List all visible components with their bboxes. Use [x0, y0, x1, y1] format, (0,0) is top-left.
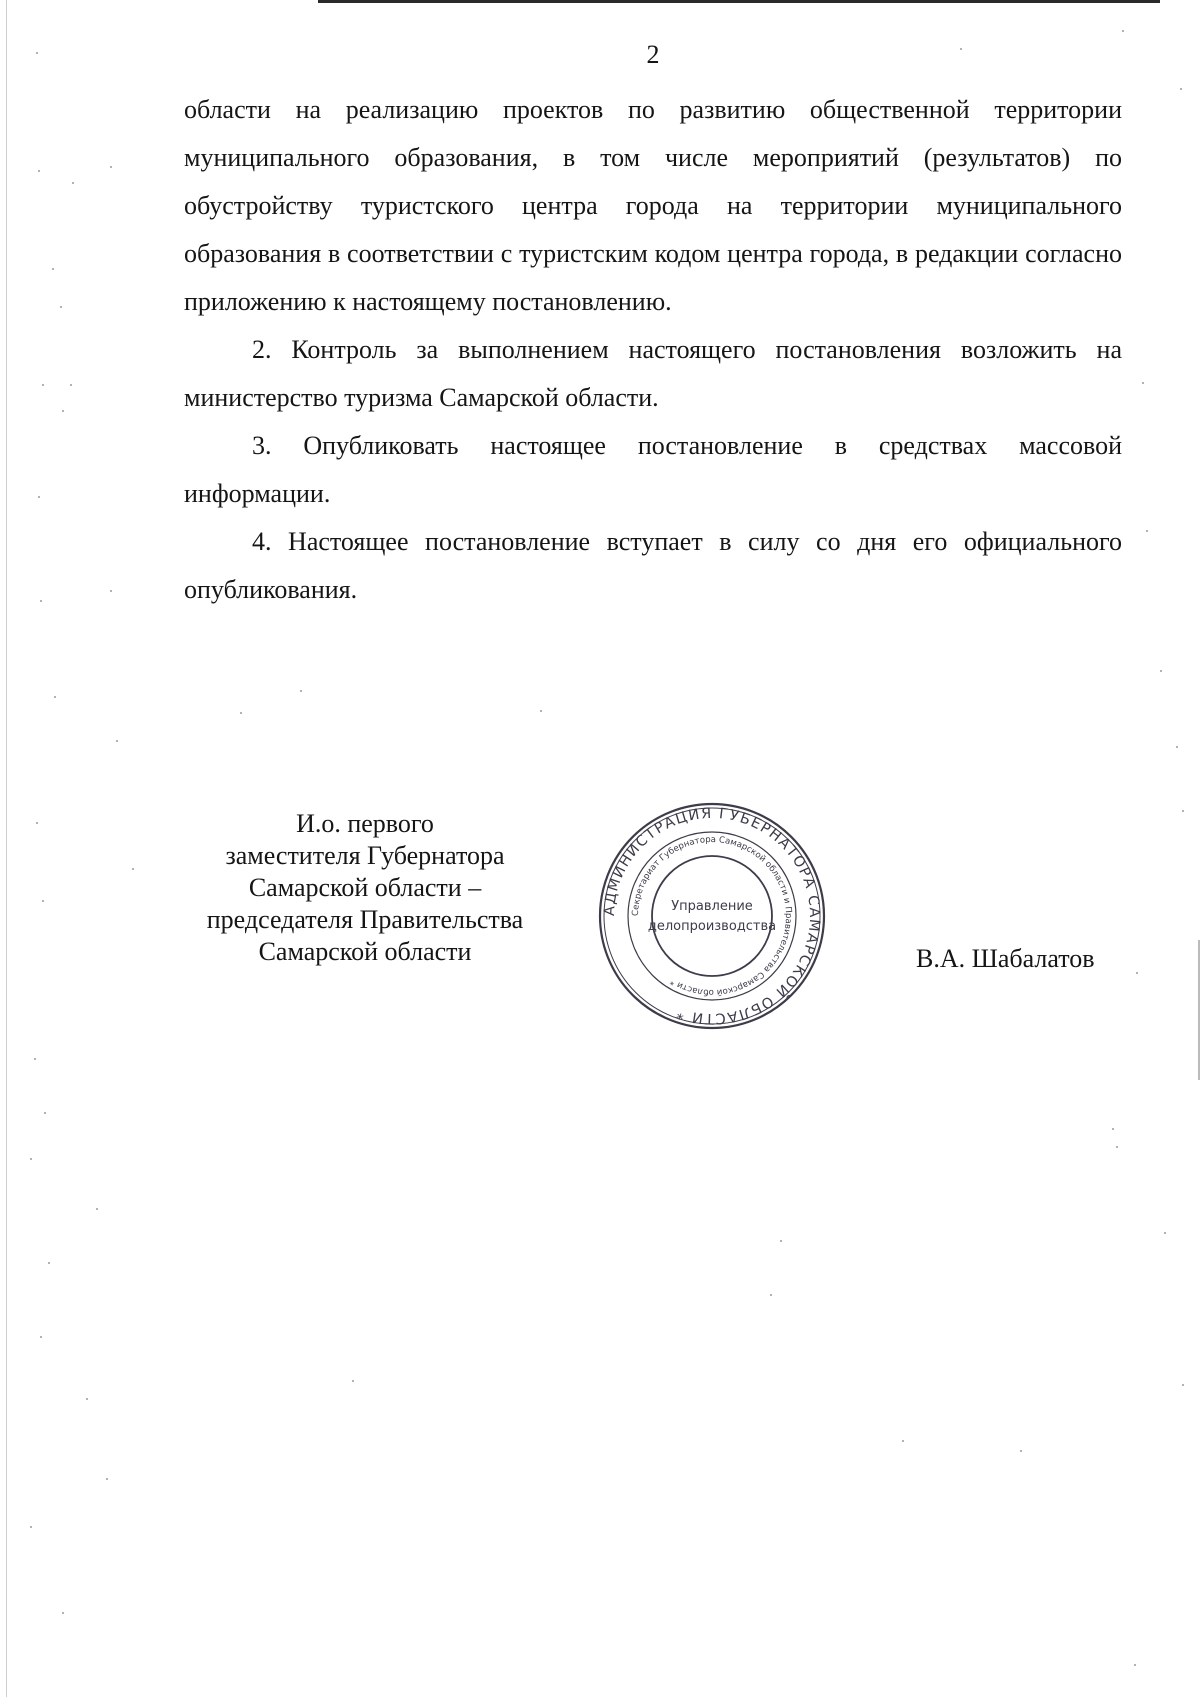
scan-speck	[30, 1158, 32, 1160]
signer-title-line: Самарской области –	[248, 873, 482, 902]
scan-speck	[770, 1294, 772, 1296]
scan-speck	[1182, 1384, 1184, 1386]
paragraph-item-2: 2. Контроль за выполнением настоящего постановления возложить на министерство туризма Самарской области.	[184, 335, 1122, 412]
scan-speck	[36, 822, 38, 824]
scan-speck	[72, 182, 74, 184]
document-body	[184, 86, 1122, 614]
signer-title-line: И.о. первого	[296, 809, 434, 838]
paragraph-continuation: области на реализацию проектов по развитию общественной территории муниципального образования, в том числе мероприятий (результатов) по обустройству туристского центра города на территории муниципального образования в соответствии с туристским кодом центра города, в редакции согласно приложению к настоящему постановлению.	[184, 95, 1122, 316]
scan-speck	[110, 590, 112, 592]
scan-speck	[1116, 1146, 1118, 1148]
scan-speck	[30, 1526, 32, 1528]
scan-speck	[1180, 88, 1182, 90]
scan-speck	[70, 384, 72, 386]
scan-speck	[40, 600, 42, 602]
seal-inner-text-path: Секретариат Губернатора Самарской области и Правительства Самарской области *	[630, 834, 794, 998]
scan-speck	[36, 52, 38, 54]
scan-speck	[1142, 382, 1144, 384]
scan-speck	[52, 268, 54, 270]
scan-speck	[1146, 530, 1148, 532]
scan-speck	[42, 384, 44, 386]
scan-speck	[48, 1262, 50, 1264]
official-seal	[596, 800, 828, 1032]
scan-speck	[116, 740, 118, 742]
top-rule	[318, 0, 1160, 3]
scan-speck	[352, 1380, 354, 1382]
seal-center-ring	[652, 856, 772, 976]
seal-center-line-1: Управление	[671, 899, 753, 914]
scan-speck	[240, 712, 242, 714]
scan-speck	[1134, 1664, 1136, 1666]
seal-middle-ring	[628, 832, 796, 1000]
scan-speck	[96, 1208, 98, 1210]
scan-speck	[62, 410, 64, 412]
scan-edge-line	[6, 0, 7, 1697]
scan-speck	[540, 710, 542, 712]
scan-speck	[132, 868, 134, 870]
scan-speck	[902, 1440, 904, 1442]
scan-speck	[60, 306, 62, 308]
scan-speck	[42, 900, 44, 902]
scan-speck	[960, 48, 962, 50]
signer-title-line: заместителя Губернатора	[225, 841, 505, 870]
scan-speck	[300, 690, 302, 692]
scan-speck	[106, 1478, 108, 1480]
scan-speck	[86, 1398, 88, 1400]
signer-title-line: председателя Правительства	[206, 905, 524, 934]
scan-speck	[110, 166, 112, 168]
scan-speck	[1020, 1450, 1022, 1452]
paragraph-item-4: 4. Настоящее постановление вступает в силу со дня его официального опубликования.	[184, 527, 1122, 604]
scan-speck	[44, 1112, 46, 1114]
seal-outer-text-path: АДМИНИСТРАЦИЯ ГУБЕРНАТОРА САМАРСКОЙ ОБЛАСТИ *	[601, 805, 823, 1027]
seal-center-line-2: делопроизводства	[647, 919, 777, 934]
scan-speck	[780, 1240, 782, 1242]
signer-title-line: Самарской области	[258, 937, 472, 966]
seal-inner-text	[631, 835, 793, 997]
scan-speck	[62, 1612, 64, 1614]
scan-speck	[1182, 810, 1184, 812]
signer-title	[160, 808, 570, 968]
page-number: 2	[646, 40, 660, 69]
signer-name: В.А. Шабалатов	[916, 944, 1095, 973]
scan-speck	[54, 696, 56, 698]
scan-speck	[34, 1058, 36, 1060]
scan-speck	[1164, 1232, 1166, 1234]
scan-speck	[1160, 670, 1162, 672]
scan-speck	[1122, 30, 1124, 32]
paragraph-item-3: 3. Опубликовать настоящее постановление в средствах массовой информации.	[184, 431, 1122, 508]
scan-speck	[1136, 972, 1138, 974]
scan-speck	[38, 170, 40, 172]
scan-speck	[1176, 746, 1178, 748]
scan-speck	[40, 1336, 42, 1338]
scan-speck	[1112, 1128, 1114, 1130]
scan-speck	[38, 496, 40, 498]
